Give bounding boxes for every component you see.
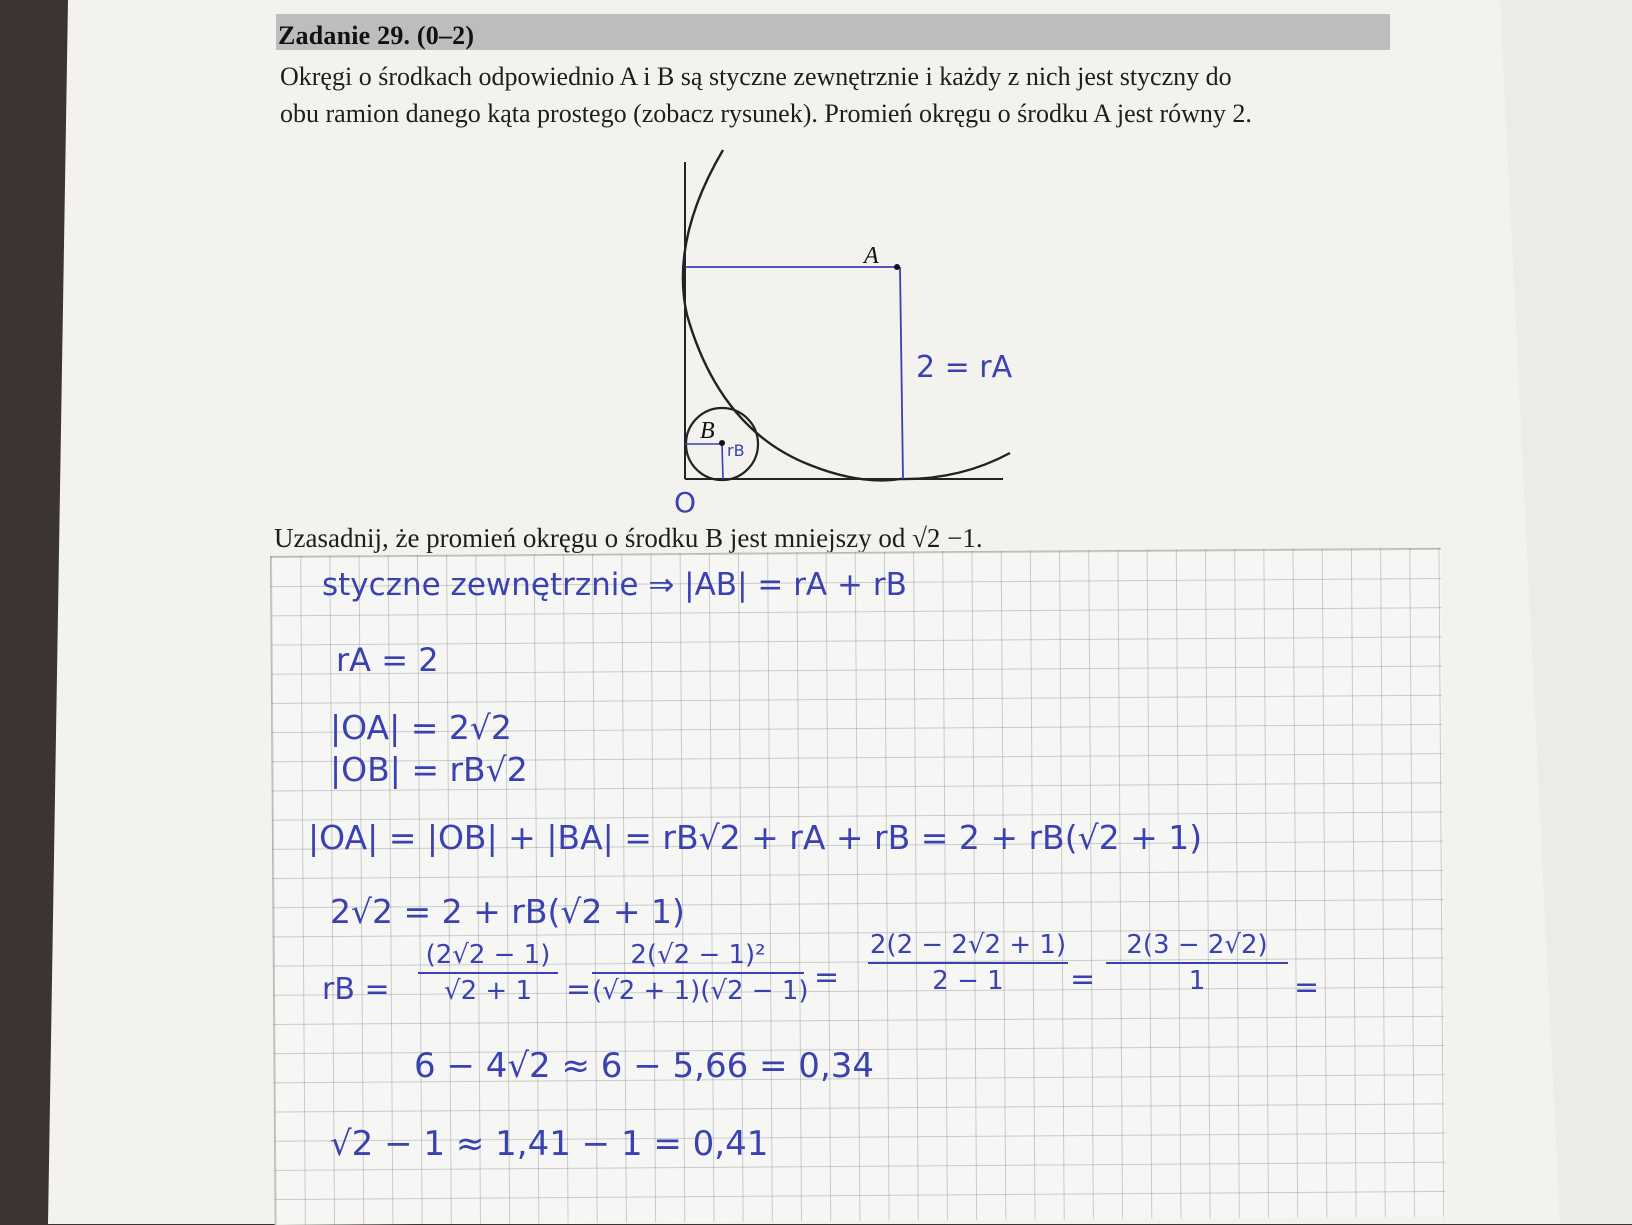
equals-1: = xyxy=(566,972,592,1007)
equals-3: = xyxy=(1070,962,1096,997)
equals-2: = xyxy=(814,960,840,995)
label-rB: rB xyxy=(727,441,745,460)
task-prompt: Uzasadnij, że promień okręgu o środku B jest mniejszy od √2 −1. xyxy=(274,523,983,553)
fraction-3-denominator: 2 − 1 xyxy=(932,966,1004,996)
fraction-1-denominator: √2 + 1 xyxy=(444,976,532,1006)
task-statement-line-2: obu ramion danego kąta prostego (zobacz rysunek). Promień okręgu o środku A jest równy 2. xyxy=(280,99,1252,128)
radius-B-vertical xyxy=(722,444,723,479)
rb-label: rB = xyxy=(322,972,390,1007)
solution-line-4: |OB| = rB√2 xyxy=(330,750,528,789)
fraction-1 xyxy=(418,940,558,1006)
solution-line-5: |OA| = |OB| + |BA| = rB√2 + rA + rB = 2 + rB(√2 + 1) xyxy=(308,818,1203,857)
label-B: B xyxy=(700,418,715,444)
fraction-3-bar xyxy=(868,962,1068,964)
solution-line-8: 6 − 4√2 ≈ 6 − 5,66 = 0,34 xyxy=(414,1046,875,1086)
task-title: Zadanie 29. (0–2) xyxy=(278,21,475,50)
fraction-4-numerator: 2(3 − 2√2) xyxy=(1126,930,1268,960)
point-A xyxy=(894,264,900,270)
task-statement xyxy=(280,58,1395,132)
figure-drawing xyxy=(660,140,1020,520)
fraction-4-bar xyxy=(1106,962,1288,964)
circle-A-arc xyxy=(683,150,1013,480)
task-statement-line-1: Okręgi o środkach odpowiednio A i B są styczne zewnętrznie i każdy z nich jest styczny do xyxy=(280,62,1232,91)
fraction-2 xyxy=(592,940,809,1006)
fraction-2-denominator: (√2 + 1)(√2 − 1) xyxy=(592,976,809,1006)
fraction-1-bar xyxy=(418,972,558,974)
fraction-2-bar xyxy=(592,972,804,974)
solution-line-1: styczne zewnętrznie ⇒ |AB| = rA + rB xyxy=(322,567,907,603)
solution-line-9: √2 − 1 ≈ 1,41 − 1 = 0,41 xyxy=(330,1124,769,1164)
label-rA: 2 = rA xyxy=(916,350,1013,385)
fraction-2-numerator: 2(√2 − 1)² xyxy=(630,940,766,970)
fraction-3 xyxy=(868,930,1068,996)
solution-line-3: |OA| = 2√2 xyxy=(330,708,512,747)
fraction-4 xyxy=(1106,930,1288,996)
solution-line-2: rA = 2 xyxy=(336,641,439,679)
fraction-4-denominator: 1 xyxy=(1188,966,1206,996)
geometry-figure xyxy=(660,140,1020,525)
equals-4: = xyxy=(1294,970,1320,1005)
point-B xyxy=(719,440,725,446)
label-A: A xyxy=(864,243,879,269)
fraction-1-numerator: (2√2 − 1) xyxy=(425,940,551,970)
label-O: O xyxy=(674,486,697,519)
fraction-3-numerator: 2(2 − 2√2 + 1) xyxy=(869,930,1067,960)
solution-line-6: 2√2 = 2 + rB(√2 + 1) xyxy=(330,892,685,931)
radius-A-vertical xyxy=(900,267,903,479)
